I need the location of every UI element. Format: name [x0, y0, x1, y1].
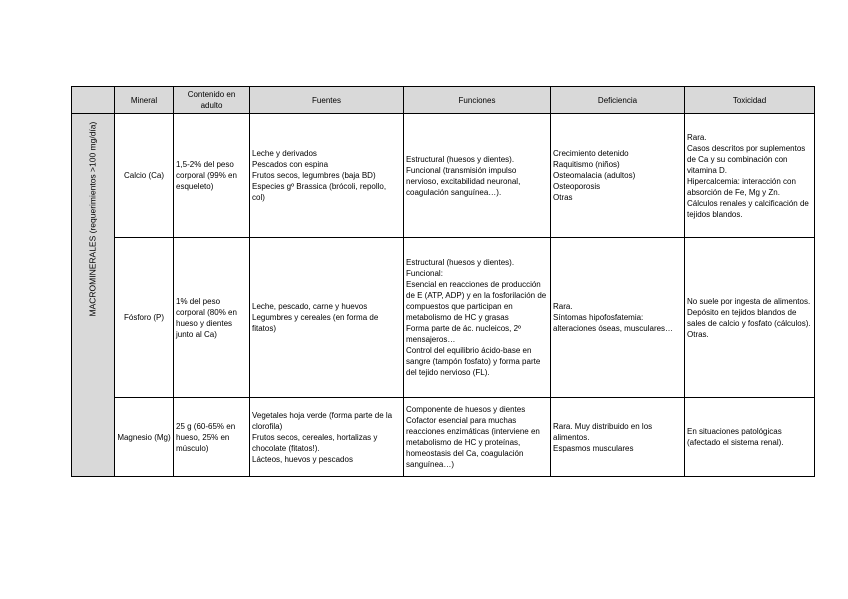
group-label-cell: [72, 114, 115, 477]
header-deficiencia: Deficiencia: [551, 87, 685, 114]
contenido-cell: 25 g (60-65% en hueso, 25% en músculo): [174, 398, 250, 477]
mineral-cell: Fósforo (P): [115, 238, 174, 398]
fuentes-cell: Vegetales hoja verde (forma parte de la clorofila) Frutos secos, cereales, hortalizas y chocolate (fitatos!). Lácteos, huevos y pescados: [250, 398, 404, 477]
toxicidad-cell: En situaciones patológicas (afectado el sistema renal).: [685, 398, 815, 477]
header-corner: [72, 87, 115, 114]
fuentes-cell: Leche y derivados Pescados con espina Frutos secos, legumbres (baja BD) Especies gº Brassica (brócoli, repollo, col): [250, 114, 404, 238]
minerals-table: [71, 86, 815, 477]
toxicidad-cell: Rara. Casos descritos por suplementos de Ca y su combinación con vitamina D. Hipercalcemia: interacción con absorción de Fe, Mg y Zn. Cálculos renales y calcificación de tejidos blandos.: [685, 114, 815, 238]
table-row: [72, 398, 815, 477]
deficiencia-cell: Rara. Síntomas hipofosfatemia: alteraciones óseas, musculares…: [551, 238, 685, 398]
header-contenido: Contenido en adulto: [174, 87, 250, 114]
table-row: [72, 114, 815, 238]
contenido-cell: 1,5-2% del peso corporal (99% en esqueleto): [174, 114, 250, 238]
funciones-cell: Estructural (huesos y dientes). Funcional (transmisión impulso nervioso, excitabilidad neuronal, coagulación sanguínea…).: [404, 114, 551, 238]
funciones-cell: Estructural (huesos y dientes). Funcional: Esencial en reacciones de producción de E (ATP, ADP) y en la fosforilación de compuestos que participan en metabolismo de HC y grasas Forma parte de ác. nucleicos, 2º mensajeros… Control del equilibrio ácido-base en sangre (tampón fosfato) y forma parte del tejido nervioso (FL).: [404, 238, 551, 398]
header-fuentes: Fuentes: [250, 87, 404, 114]
fuentes-cell: Leche, pescado, carne y huevos Legumbres y cereales (en forma de fitatos): [250, 238, 404, 398]
deficiencia-cell: Rara. Muy distribuido en los alimentos. Espasmos musculares: [551, 398, 685, 477]
mineral-cell: Calcio (Ca): [115, 114, 174, 238]
mineral-cell: Magnesio (Mg): [115, 398, 174, 477]
table-row: [72, 238, 815, 398]
funciones-cell: Componente de huesos y dientes Cofactor esencial para muchas reacciones enzimáticas (interviene en metabolismo de HC y proteínas, homeostasis del Ca, coagulación sanguínea…): [404, 398, 551, 477]
header-mineral: Mineral: [115, 87, 174, 114]
group-label: MACROMINERALES (requerimientos >100 mg/día): [87, 121, 98, 316]
deficiencia-cell: Crecimiento detenido Raquitismo (niños) Osteomalacia (adultos) Osteoporosis Otras: [551, 114, 685, 238]
toxicidad-cell: No suele por ingesta de alimentos. Depósito en tejidos blandos de sales de calcio y fosfato (cálculos). Otras.: [685, 238, 815, 398]
contenido-cell: 1% del peso corporal (80% en hueso y dientes junto al Ca): [174, 238, 250, 398]
header-row: [72, 87, 815, 114]
header-toxicidad: Toxicidad: [685, 87, 815, 114]
header-funciones: Funciones: [404, 87, 551, 114]
